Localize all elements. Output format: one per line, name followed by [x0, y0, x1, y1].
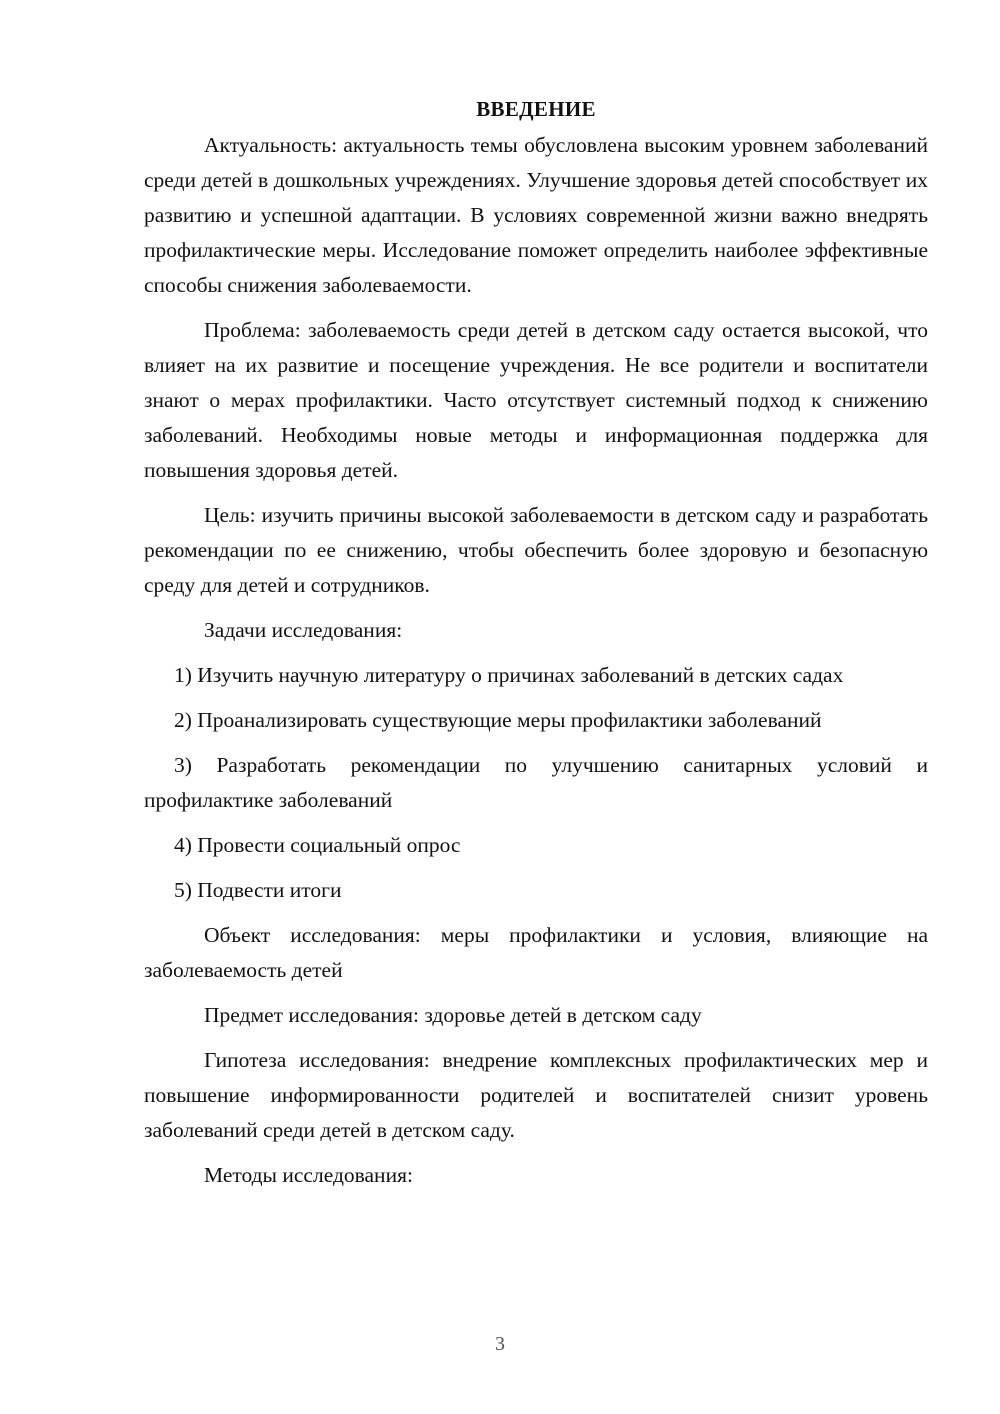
document-page [144, 92, 928, 1203]
task-item-3: 3) Разработать рекомендации по улучшению санитарных условий и профилактике заболеваний [144, 753, 928, 812]
task-item-1: 1) Изучить научную литературу о причинах заболеваний в детских садах [174, 663, 844, 687]
paragraph-methods: Методы исследования: [204, 1163, 413, 1187]
task-item-4: 4) Провести социальный опрос [174, 833, 461, 857]
page-number: 3 [495, 1333, 505, 1355]
tasks-title: Задачи исследования: [204, 618, 403, 642]
task-item-5: 5) Подвести итоги [174, 878, 342, 902]
page-title: ВВЕДЕНИЕ [476, 97, 596, 121]
task-item-2: 2) Проанализировать существующие меры профилактики заболеваний [174, 708, 822, 732]
paragraph-subject: Предмет исследования: здоровье детей в детском саду [204, 1003, 702, 1027]
paragraph-relevance: Актуальность: актуальность темы обусловлена высоким уровнем заболеваний среди детей в дошкольных учреждениях. Улучшение здоровья детей способствует их развитию и успешной адаптации. В условиях современной жизни важно внедрять профилактические меры. Исследование поможет определить наиболее эффективные способы снижения заболеваемости. [144, 133, 928, 297]
paragraph-goal: Цель: изучить причины высокой заболеваемости в детском саду и разработать рекомендации по ее снижению, чтобы обеспечить более здоровую и безопасную среду для детей и сотрудников. [144, 503, 928, 597]
paragraph-hypothesis: Гипотеза исследования: внедрение комплексных профилактических мер и повышение информированности родителей и воспитателей снизит уровень заболеваний среди детей в детском саду. [144, 1048, 928, 1142]
paragraph-problem: Проблема: заболеваемость среди детей в детском саду остается высокой, что влияет на их развитие и посещение учреждения. Не все родители и воспитатели знают о мерах профилактики. Часто отсутствует системный подход к снижению заболеваний. Необходимы новые методы и информационная поддержка для повышения здоровья детей. [144, 318, 928, 482]
paragraph-object: Объект исследования: меры профилактики и условия, влияющие на заболеваемость детей [144, 923, 928, 982]
